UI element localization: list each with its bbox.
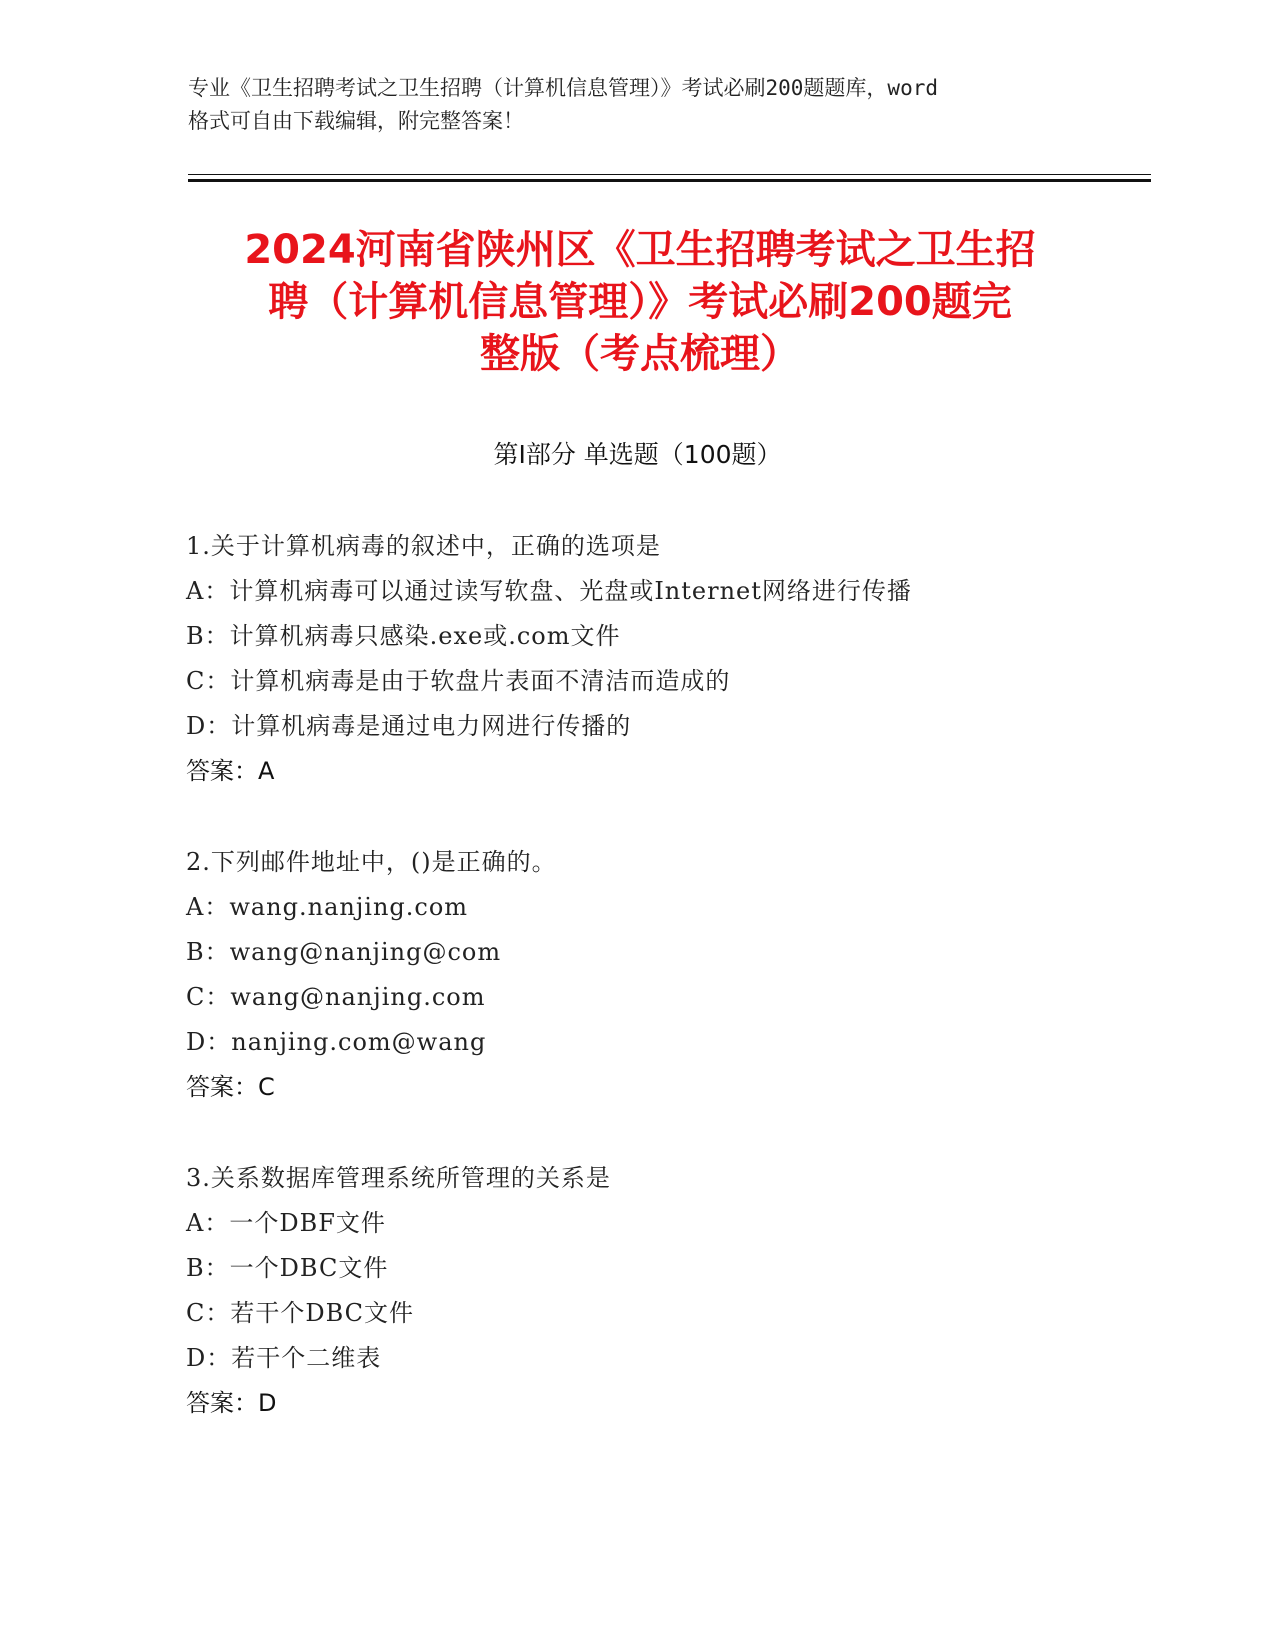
option-d: D：nanjing.com@wang <box>186 1028 487 1056</box>
question-3 <box>186 1156 1086 1426</box>
option-d: D：若干个二维表 <box>186 1344 382 1372</box>
question-stem: 3.关系数据库管理系统所管理的关系是 <box>186 1164 611 1192</box>
option-a: A：计算机病毒可以通过读写软盘、光盘或Internet网络进行传播 <box>186 577 912 605</box>
option-a: A：wang.nanjing.com <box>186 893 469 921</box>
option-c: C：计算机病毒是由于软盘片表面不清洁而造成的 <box>186 667 731 695</box>
option-c: C：若干个DBC文件 <box>186 1299 415 1327</box>
title-line-3: 整版（考点梳理） <box>480 331 800 377</box>
header-note <box>188 72 1088 138</box>
section-title: 第Ⅰ部分 单选题（100题） <box>493 440 782 469</box>
header-note-line-1: 专业《卫生招聘考试之卫生招聘（计算机信息管理）》考试必刷200题题库，word <box>188 76 938 100</box>
document-title <box>180 224 1100 380</box>
option-d: D：计算机病毒是通过电力网进行传播的 <box>186 712 632 740</box>
header-note-line-2: 格式可自由下载编辑，附完整答案！ <box>188 109 524 133</box>
option-c: C：wang@nanjing.com <box>186 983 486 1011</box>
answer: 答案：A <box>186 757 275 785</box>
question-1 <box>186 524 1086 794</box>
option-b: B：一个DBC文件 <box>186 1254 389 1282</box>
header-rule-thin <box>188 174 1151 175</box>
option-a: A：一个DBF文件 <box>186 1209 386 1237</box>
question-stem: 1.关于计算机病毒的叙述中，正确的选项是 <box>186 532 661 560</box>
answer: 答案：C <box>186 1073 275 1101</box>
title-line-1: 2024河南省陕州区《卫生招聘考试之卫生招 <box>244 227 1036 273</box>
header-rule-thick <box>188 179 1151 182</box>
question-stem: 2.下列邮件地址中，()是正确的。 <box>186 848 557 876</box>
question-2 <box>186 840 1086 1110</box>
option-b: B：计算机病毒只感染.exe或.com文件 <box>186 622 621 650</box>
answer: 答案：D <box>186 1389 277 1417</box>
option-b: B：wang@nanjing@com <box>186 938 502 966</box>
title-line-2: 聘（计算机信息管理）》考试必刷200题完 <box>268 279 1012 325</box>
